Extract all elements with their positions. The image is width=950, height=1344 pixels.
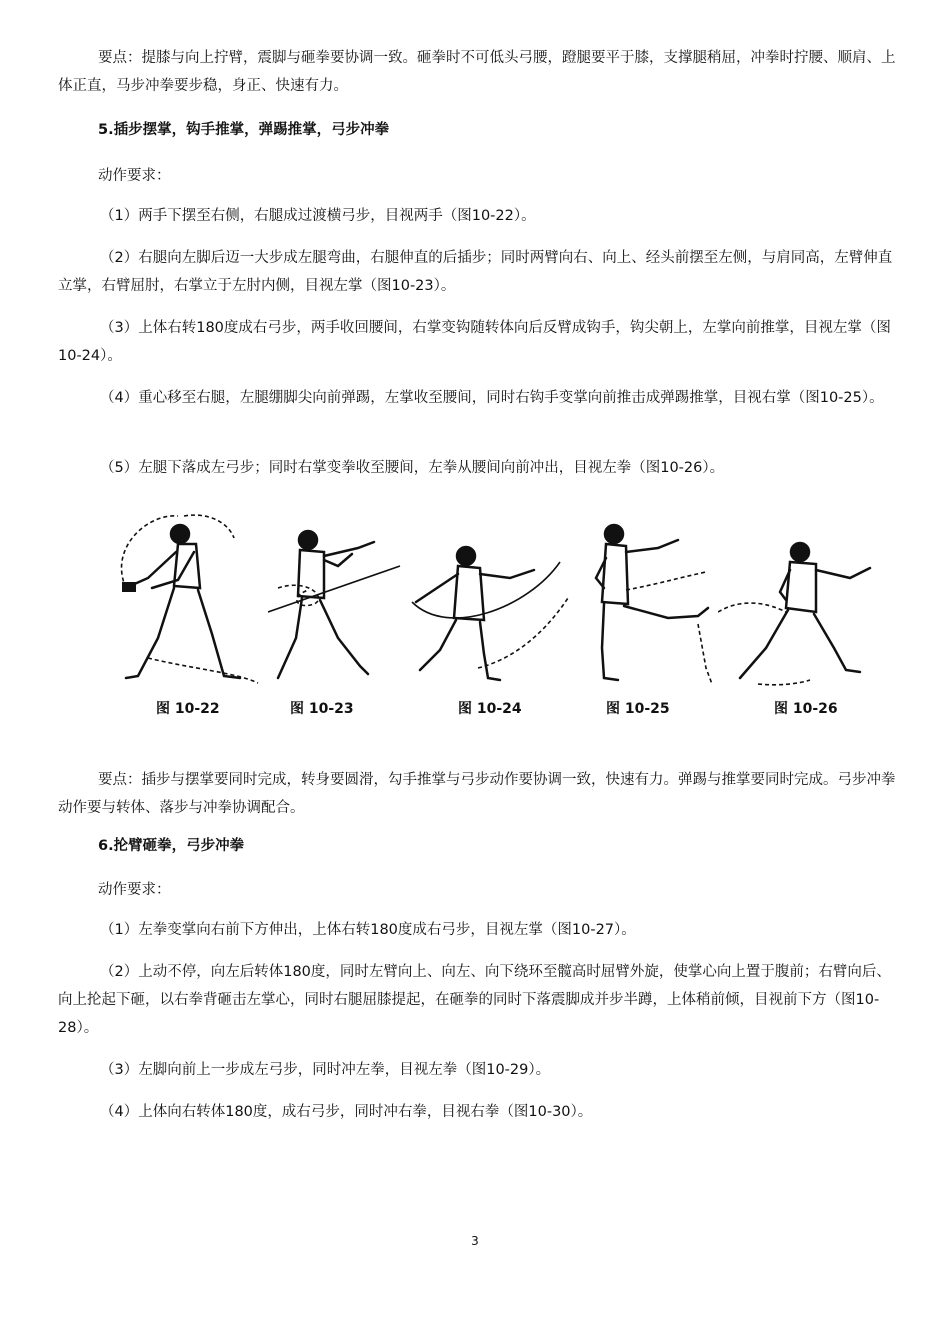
figure-10-24 <box>408 508 578 726</box>
figure-10-26 <box>718 508 878 726</box>
figure-10-24-drawing <box>408 508 578 693</box>
figure-10-26-caption: 图 10-26 <box>774 701 838 717</box>
section-6-step-1: （1）左拳变掌向右前下方伸出，上体右转180度成右弓步，目视左掌（图10-27）。 <box>100 922 636 938</box>
figure-10-22 <box>108 508 268 726</box>
figure-illustrations <box>108 508 878 726</box>
figure-10-23-caption: 图 10-23 <box>290 701 354 717</box>
figure-10-23 <box>268 508 418 726</box>
figure-10-25-caption: 图 10-25 <box>606 701 670 717</box>
section-5-title: 5.插步摆掌，钩手推掌，弹踢推掌，弓步冲拳 <box>98 122 390 138</box>
figure-10-24-caption: 图 10-24 <box>458 701 522 717</box>
section-5-requirements-label: 动作要求： <box>98 168 171 184</box>
figure-10-26-drawing <box>718 508 878 693</box>
figure-10-23-drawing <box>268 508 418 693</box>
figure-10-22-caption: 图 10-22 <box>156 701 220 717</box>
section-5-key-points: 要点：插步与摆掌要同时完成，转身要圆滑，勾手推掌与弓步动作要协调一致，快速有力。弹踢与推掌要同时完成。弓步冲拳动作要与转体、落步与冲拳协调配合。 <box>58 772 896 816</box>
section-5-step-3: （3）上体右转180度成右弓步，两手收回腰间，右掌变钩随转体向后反臂成钩手，钩尖朝上，左掌向前推掌，目视左掌（图10-24）。 <box>58 320 891 364</box>
key-points-paragraph: 要点：提膝与向上拧臂，震脚与砸拳要协调一致。砸拳时不可低头弓腰，蹬腿要平于膝，支撑腿稍屈，冲拳时拧腰、顺肩、上体正直，马步冲拳要步稳，身正、快速有力。 <box>58 50 896 94</box>
section-6-step-4: （4）上体向右转体180度，成右弓步，同时冲右拳，目视右拳（图10-30）。 <box>100 1104 593 1120</box>
section-6-step-3: （3）左脚向前上一步成左弓步，同时冲左拳，目视左拳（图10-29）。 <box>100 1062 551 1078</box>
figure-10-22-drawing <box>108 508 268 693</box>
section-6-title: 6.抡臂砸拳，弓步冲拳 <box>98 838 245 854</box>
section-6-requirements-label: 动作要求： <box>98 882 171 898</box>
section-5-step-1: （1）两手下摆至右侧，右腿成过渡横弓步，目视两手（图10-22）。 <box>100 208 536 224</box>
section-5-step-4: （4）重心移至右腿，左腿绷脚尖向前弹踢，左掌收至腰间，同时右钩手变掌向前推击成弹踢推掌，目视右掌（图10-25）。 <box>100 390 884 406</box>
section-5-step-5: （5）左腿下落成左弓步；同时右掌变拳收至腰间，左拳从腰间向前冲出，目视左拳（图10-26）。 <box>100 460 725 476</box>
page-number: 3 <box>471 1234 479 1248</box>
figure-10-25 <box>578 508 738 726</box>
section-5-step-2: （2）右腿向左脚后迈一大步成左腿弯曲，右腿伸直的后插步；同时两臂向右、向上、经头前摆至左侧，与肩同高，左臂伸直立掌，右臂屈肘，右掌立于左肘内侧，目视左掌（图10-23）。 <box>58 250 893 294</box>
figure-10-25-drawing <box>578 508 738 693</box>
section-6-step-2: （2）上动不停，向左后转体180度，同时左臂向上、向左、向下绕环至髋高时屈臂外旋，使掌心向上置于腹前；右臂向后、向上抡起下砸，以右拳背砸击左掌心，同时右腿屈膝提起，在砸拳的同时下落震脚成并步半蹲，上体稍前倾，目视前下方（图10-28）。 <box>58 964 891 1036</box>
